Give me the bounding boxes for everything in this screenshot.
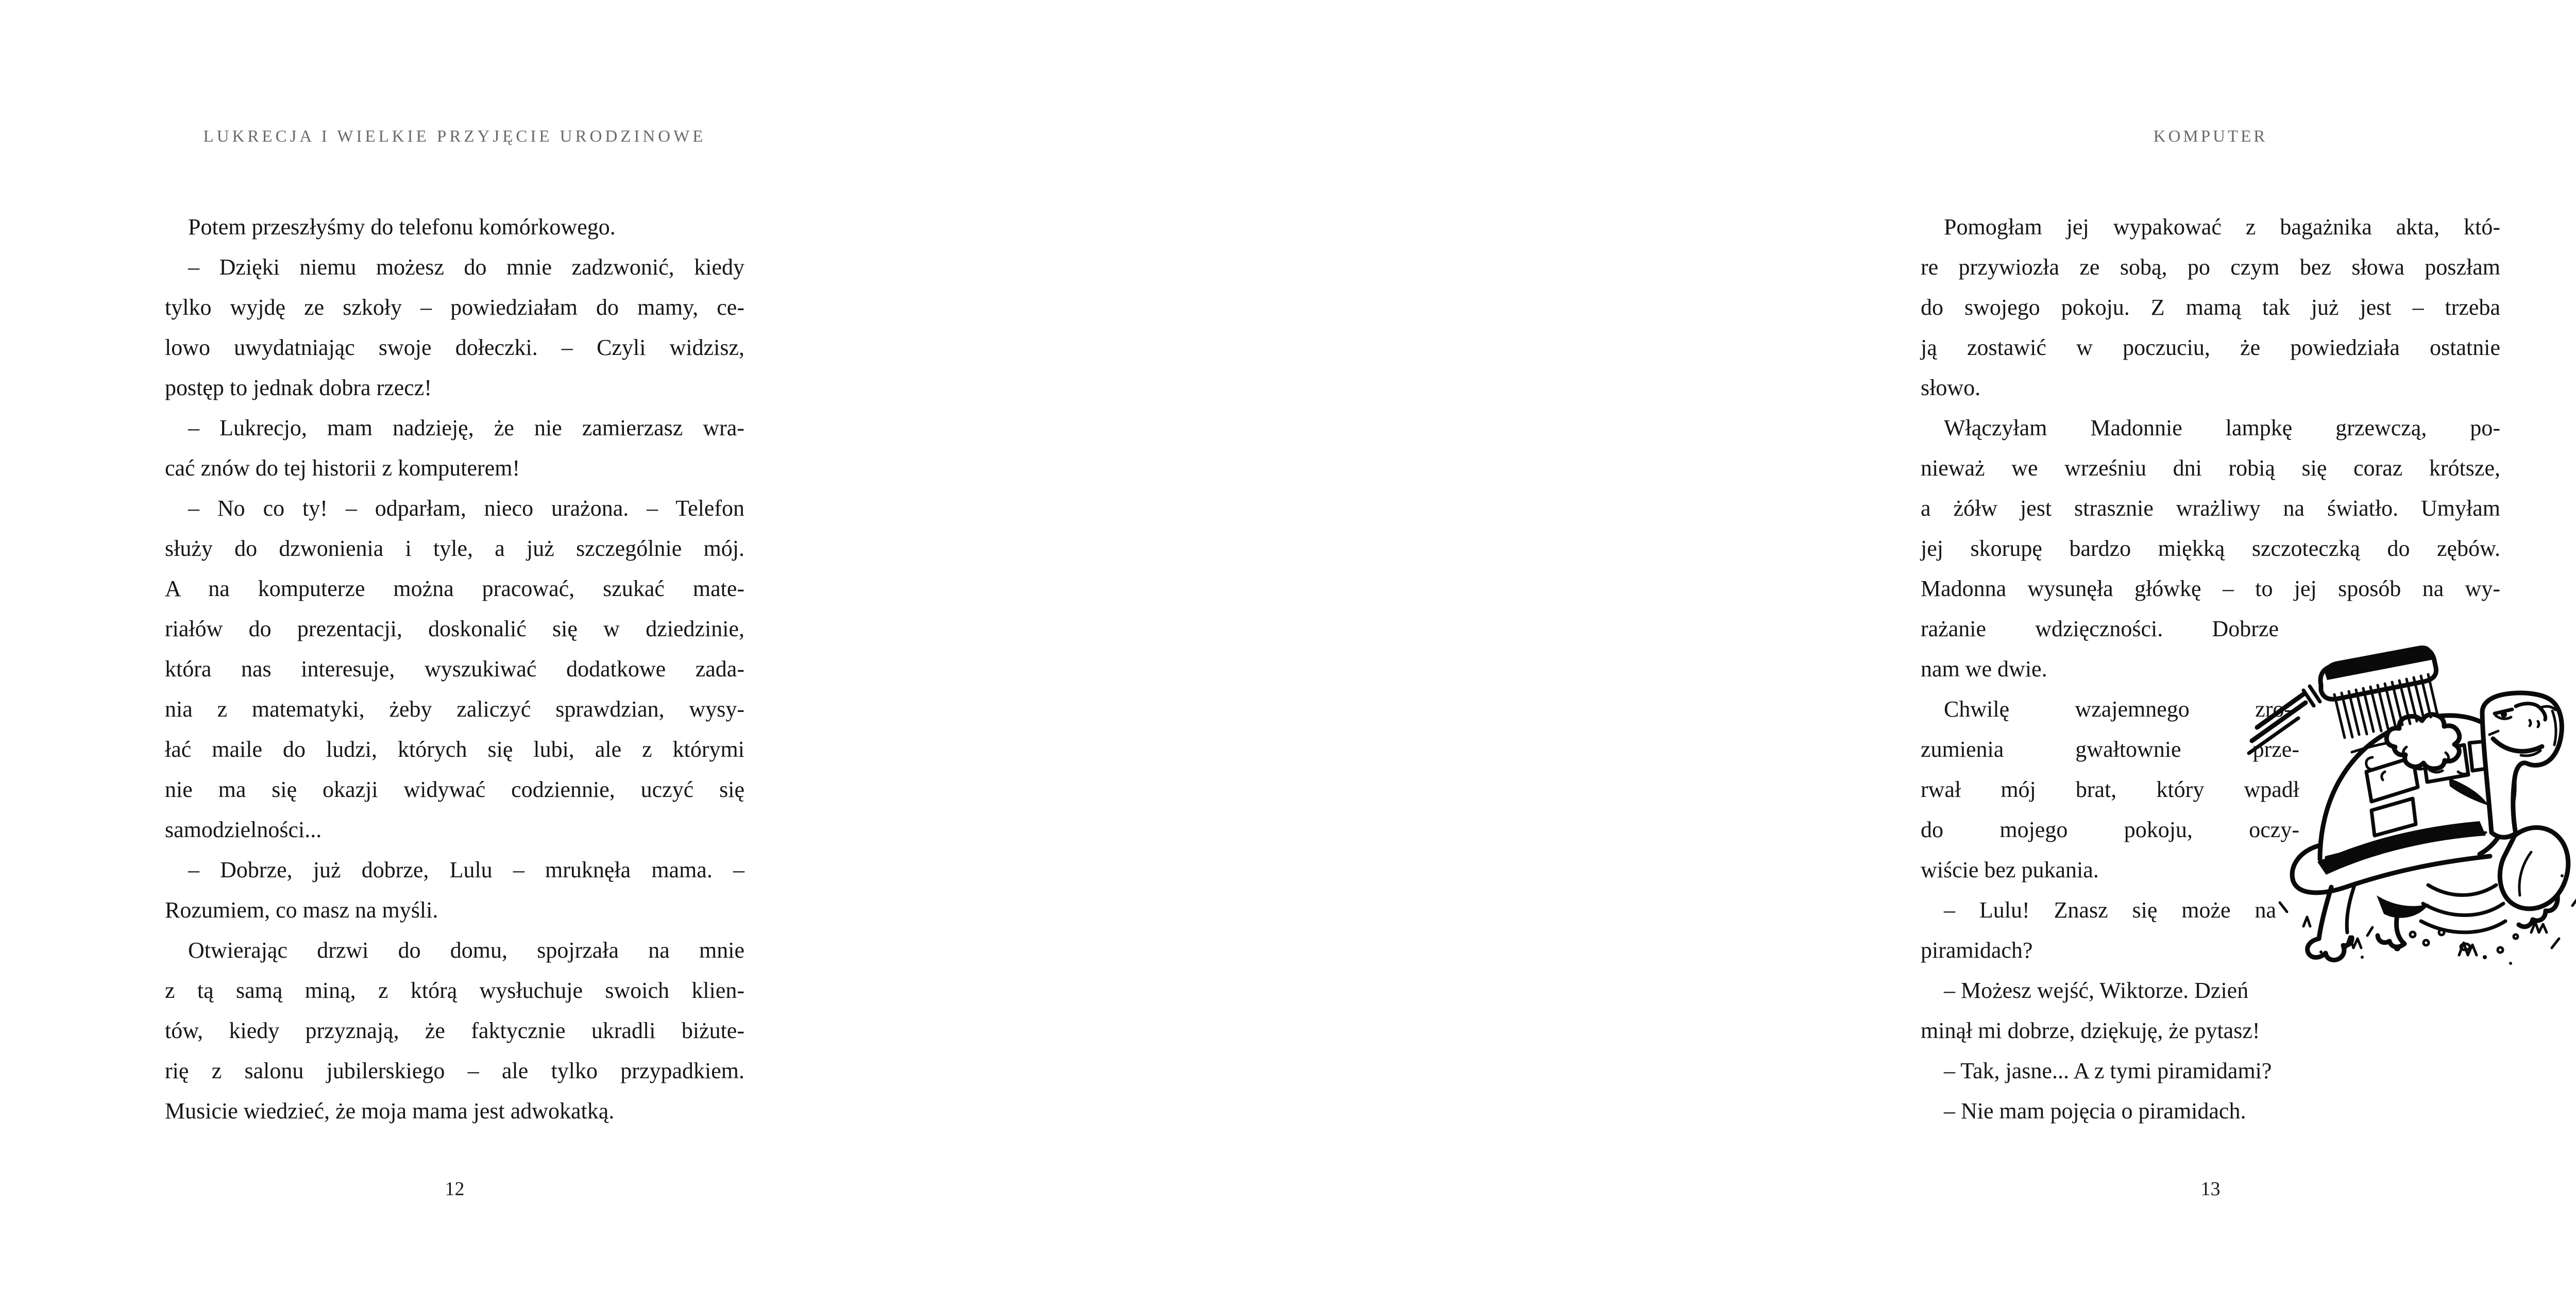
belly-band xyxy=(2428,885,2496,895)
text-line: – Lulu! Znasz się może na xyxy=(1944,897,2276,923)
left-running-header: LUKRECJA I WIELKIE PRZYJĘCIE URODZINOWE xyxy=(203,127,706,146)
left-text-column xyxy=(165,207,744,1131)
text-line: słowo. xyxy=(1921,375,1981,400)
text-line: – Dobrze, już dobrze, Lulu – mruknęła mama. – xyxy=(188,857,744,882)
text-line: re przywiozła ze sobą, po czym bez słowa poszłam xyxy=(1921,254,2500,280)
text-line: tylko wyjdę ze szkoły – powiedziałam do mamy, ce- xyxy=(165,295,744,320)
text-line: rażanie wdzięczności. Dobrze xyxy=(1921,616,2279,641)
text-line: postęp to jednak dobra rzecz! xyxy=(165,375,432,400)
text-line: Musicie wiedzieć, że moja mama jest adwokatką. xyxy=(165,1098,615,1124)
text-line: ją zostawić w poczuciu, że powiedziała ostatnie xyxy=(1921,335,2500,360)
text-line: wiście bez pukania. xyxy=(1921,857,2099,882)
text-line: do mojego pokoju, oczy- xyxy=(1921,817,2299,842)
text-line: – Tak, jasne... A z tymi piramidami? xyxy=(1944,1058,2272,1083)
text-line: – Lukrecjo, mam nadzieję, że nie zamierzasz wra- xyxy=(188,415,744,440)
text-line: zumienia gwałtownie prze- xyxy=(1921,737,2299,762)
text-line: Włączyłam Madonnie lampkę grzewczą, po- xyxy=(1944,415,2500,440)
turtle-nostril xyxy=(2538,721,2539,727)
text-line: cać znów do tej historii z komputerem! xyxy=(165,455,520,481)
turtle-illustration xyxy=(2243,617,2576,973)
text-line: – Możesz wejść, Wiktorze. Dzień xyxy=(1944,978,2249,1003)
turtle-brush-drawing xyxy=(2243,617,2576,973)
text-line: nie ma się okazji widywać codziennie, uczyć się xyxy=(165,777,744,802)
text-line: samodzielności... xyxy=(165,817,322,842)
text-line: która nas interesuje, wyszukiwać dodatkowe zada- xyxy=(165,656,744,682)
text-line: – Dzięki niemu możesz do mnie zadzwonić, kiedy xyxy=(188,254,744,280)
text-line: – No co ty! – odparłam, nieco urażona. – Telefon xyxy=(188,496,744,521)
text-line: tów, kiedy przyznają, że faktycznie ukradli biżute- xyxy=(165,1018,744,1043)
right-running-header: KOMPUTER xyxy=(2153,127,2268,146)
text-line: Madonna wysunęła główkę – to jej sposób na wy- xyxy=(1921,576,2500,601)
text-line: Potem przeszłyśmy do telefonu komórkowego. xyxy=(188,214,616,240)
book-page-left xyxy=(0,0,882,1308)
text-line: a żółw jest strasznie wrażliwy na światło. Umyłam xyxy=(1921,496,2500,521)
text-line: riałów do prezentacji, doskonalić się w dziedzinie, xyxy=(165,616,744,641)
text-line: rwał mój brat, który wpadł xyxy=(1921,777,2299,802)
text-line: Chwilę wzajemnego zro- xyxy=(1944,697,2292,722)
text-line: lowo uwydatniając swoje dołeczki. – Czyli widzisz, xyxy=(165,335,744,360)
book-page-right xyxy=(883,0,2500,1308)
text-line: Pomogłam jej wypakować z bagażnika akta, któ- xyxy=(1944,214,2500,240)
text-line: do swojego pokoju. Z mamą tak już jest – trzeba xyxy=(1921,295,2500,320)
neck-shadow xyxy=(2449,778,2489,806)
turtle-middle-foot xyxy=(2397,915,2404,944)
left-page-number: 12 xyxy=(445,1178,465,1200)
text-line: Rozumiem, co masz na myśli. xyxy=(165,897,438,923)
text-line: piramidach? xyxy=(1921,938,2033,963)
belly-band xyxy=(2423,904,2503,915)
text-line: – Nie mam pojęcia o piramidach. xyxy=(1944,1098,2246,1124)
text-line: nam we dwie. xyxy=(1921,656,2047,682)
text-line: łać maile do ludzi, których się lubi, ale z którymi xyxy=(165,737,744,762)
text-line: A na komputerze można pracować, szukać mate- xyxy=(165,576,744,601)
text-line: minął mi dobrze, dziękuję, że pytasz! xyxy=(1921,1018,2260,1043)
text-line: rię z salonu jubilerskiego – ale tylko przypadkiem. xyxy=(165,1058,744,1083)
belly-band xyxy=(2421,921,2505,932)
text-line: nia z matematyki, żeby zaliczyć sprawdzian, wysy- xyxy=(165,697,744,722)
shell-patch xyxy=(2371,799,2416,836)
turtle-nostril xyxy=(2530,720,2531,726)
right-page-number: 13 xyxy=(2200,1178,2221,1200)
text-line: Otwierając drzwi do domu, spojrzała na mnie xyxy=(188,938,744,963)
text-line: jej skorupę bardzo miękką szczoteczką do zębów. xyxy=(1921,536,2500,561)
text-line: z tą samą miną, z którą wysłuchuje swoich klien- xyxy=(165,978,744,1003)
text-line: nieważ we wrześniu dni robią się coraz krótsze, xyxy=(1921,455,2500,481)
text-line: służy do dzwonienia i tyle, a już szczególnie mój. xyxy=(165,536,744,561)
